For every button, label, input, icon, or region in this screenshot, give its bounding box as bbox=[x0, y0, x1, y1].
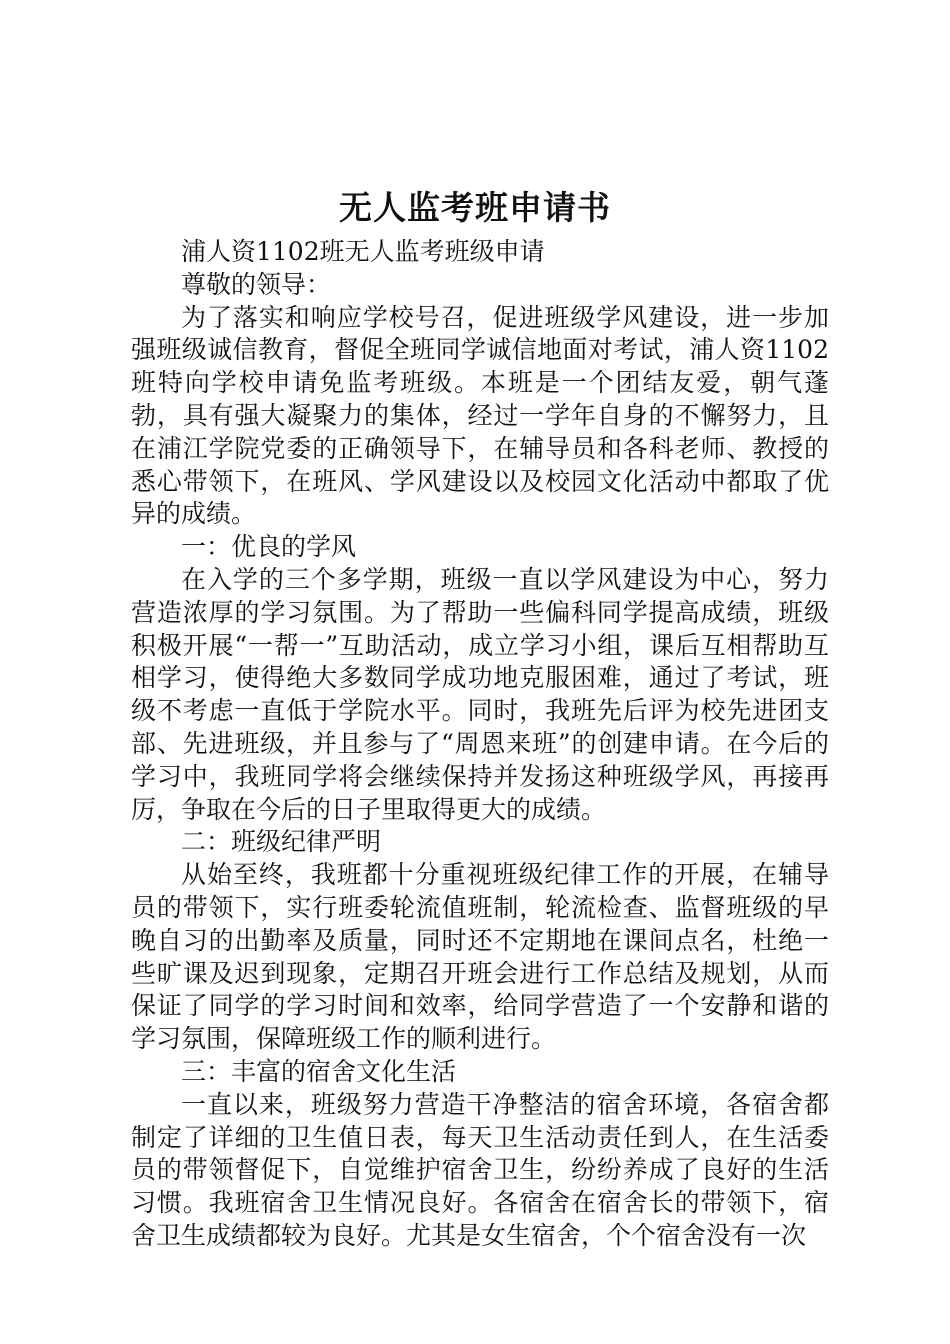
intro-paragraph: 为了落实和响应学校号召，促进班级学风建设，进一步加强班级诚信教育，督促全班同学诚信地面对考试，浦人资1102班特向学校申请免监考班级。本班是一个团结友爱，朝气蓬勃，具有强大凝聚力的集体，经过一学年自身的不懈努力，且在浦江学院党委的正确领导下，在辅导员和各科老师、教授的悉心带领下，在班风、学风建设以及校园文化活动中都取了优异的成绩。 bbox=[131, 302, 829, 529]
salutation: 尊敬的领导： bbox=[181, 269, 332, 299]
document-title: 无人监考班申请书 bbox=[339, 188, 611, 227]
section-paragraph-3: 一直以来，班级努力营造干净整洁的宿舍环境，各宿舍都制定了详细的卫生值日表，每天卫生活动责任到人，在生活委员的带领督促下，自觉维护宿舍卫生，纷纷养成了良好的生活习惯。我班宿舍卫生情况良好。各宿舍在宿舍长的带领下，宿舍卫生成绩都较为良好。尤其是女生宿舍，个个宿舍没有一次 bbox=[131, 1089, 829, 1250]
section-heading-3: 三：丰富的宿舍文化生活 bbox=[181, 1056, 457, 1086]
application-heading: 浦人资1102班无人监考班级申请 bbox=[181, 237, 545, 266]
document-body bbox=[131, 236, 829, 1253]
section-heading-1: 一：优良的学风 bbox=[181, 532, 357, 562]
section-heading-2: 二：班级纪律严明 bbox=[181, 827, 382, 857]
section-paragraph-2: 从始至终，我班都十分重视班级纪律工作的开展，在辅导员的带领下，实行班委轮流值班制，轮流检查、监督班级的早晚自习的出勤率及质量，同时还不定期地在课间点名，杜绝一些旷课及迟到现象，定期召开班会进行工作总结及规划，从而保证了同学的学习时间和效率，给同学营造了一个安静和谐的学习氛围，保障班级工作的顺利进行。 bbox=[131, 860, 829, 1054]
section-paragraph-1: 在入学的三个多学期，班级一直以学风建设为中心，努力营造浓厚的学习氛围。为了帮助一些偏科同学提高成绩，班级积极开展“一帮一”互助活动，成立学习小组，课后互相帮助互相学习，使得绝大多数同学成功地克服困难，通过了考试，班级不考虑一直低于学院水平。同时，我班先后评为校先进团支部、先进班级，并且参与了“周恩来班”的创建申请。在今后的学习中，我班同学将会继续保持并发扬这种班级学风，再接再厉，争取在今后的日子里取得更大的成绩。 bbox=[131, 564, 829, 824]
